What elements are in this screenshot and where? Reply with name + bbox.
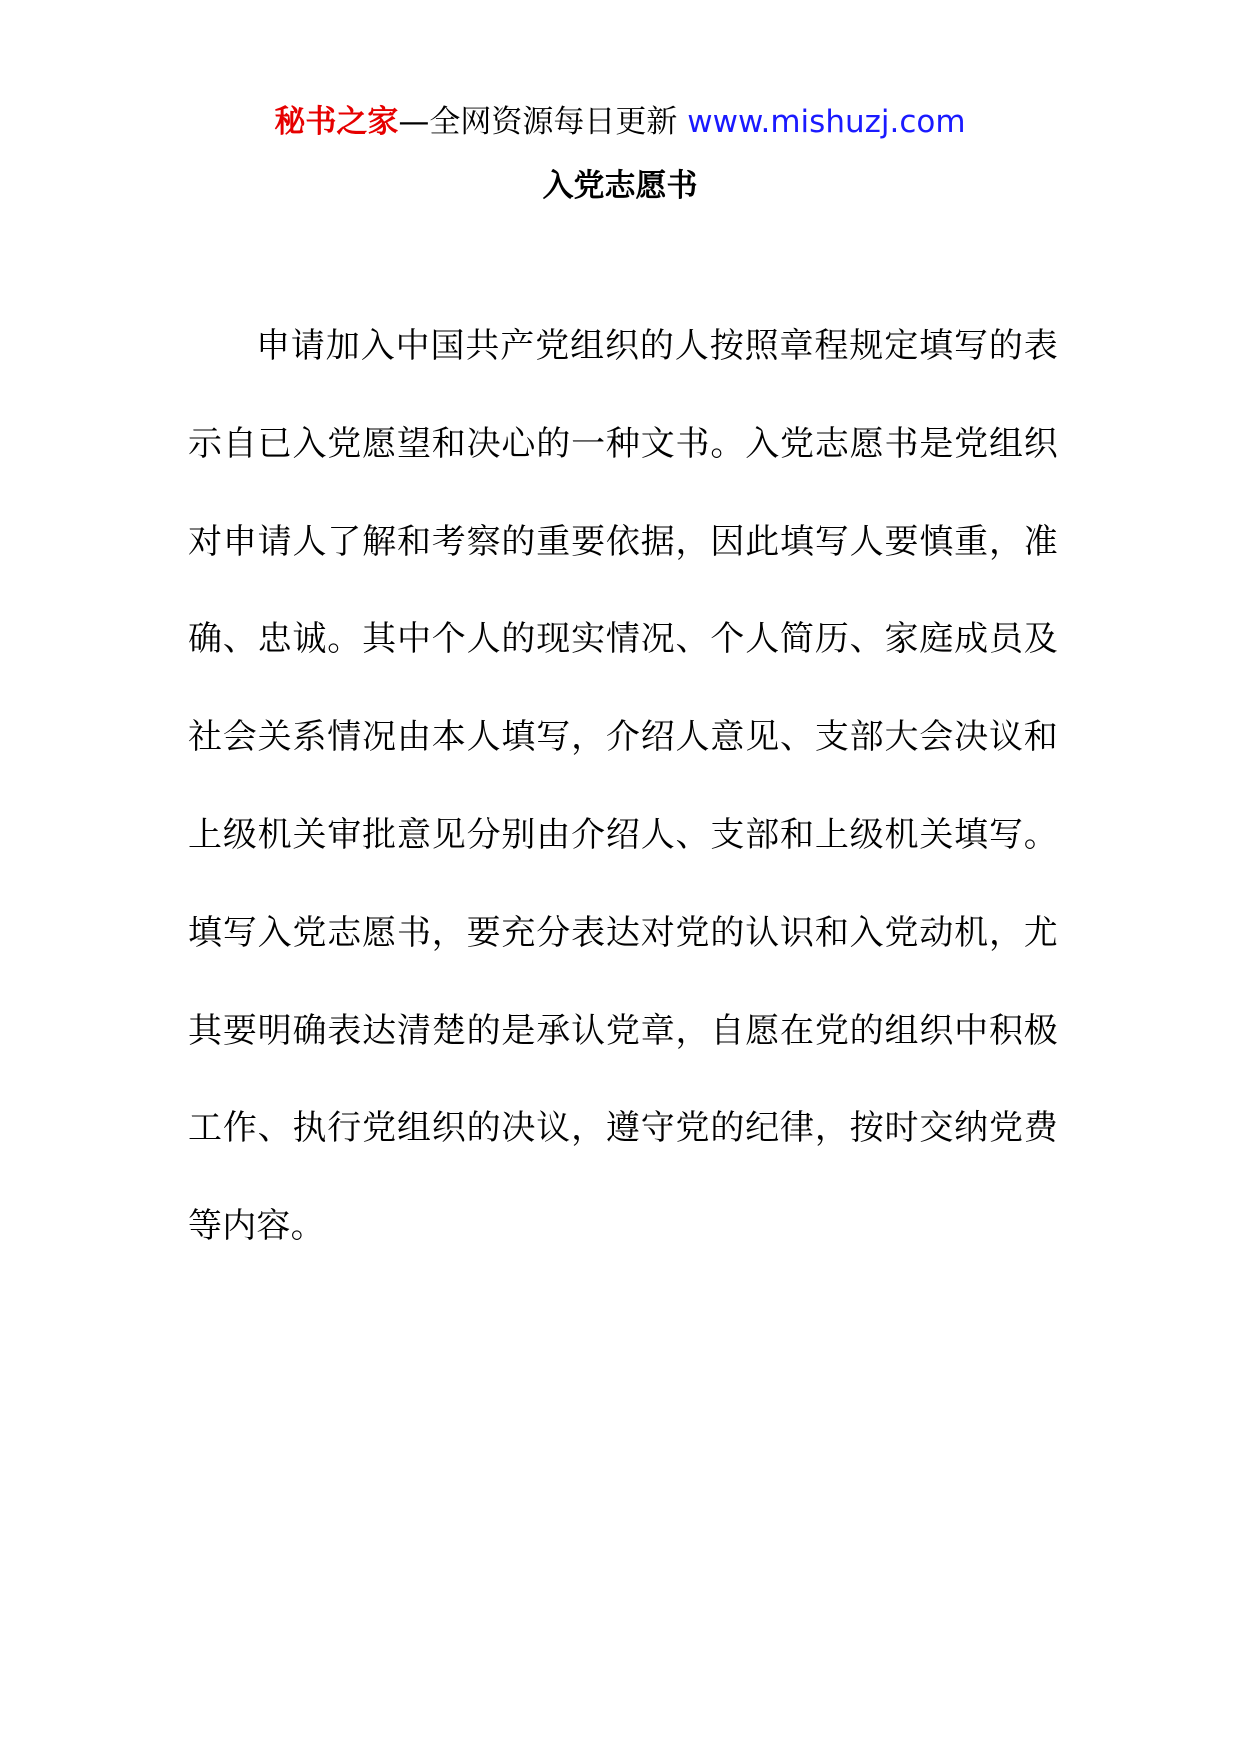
- body-line: 等内容。: [188, 1206, 325, 1247]
- body-line: 确、忠诚。其中个人的现实情况、个人简历、家庭成员及: [188, 619, 1058, 660]
- document-body: [188, 322, 1058, 1300]
- brand-name: 秘书之家: [274, 104, 399, 140]
- brand-slogan: —全网资源每日更新: [398, 104, 678, 140]
- body-line: 示自已入党愿望和决心的一种文书。入党志愿书是党组织: [188, 423, 1058, 464]
- body-line: 工作、执行党组织的决议，遵守党的纪律，按时交纳党费: [188, 1108, 1058, 1149]
- body-line: 上级机关审批意见分别由介绍人、支部和上级机关填写。: [188, 814, 1058, 855]
- document-title: 入党志愿书: [542, 168, 698, 204]
- body-line: 申请加入中国共产党组织的人按照章程规定填写的表: [256, 326, 1058, 366]
- body-line: 填写入党志愿书，要充分表达对党的认识和入党动机，尤: [188, 912, 1058, 953]
- body-line: 社会关系情况由本人填写，介绍人意见、支部大会决议和: [188, 717, 1058, 758]
- body-line: 对申请人了解和考察的重要依据，因此填写人要慎重，准: [188, 521, 1058, 562]
- site-url-link[interactable]: www.mishuzj.com: [687, 104, 966, 140]
- header-banner: [0, 100, 1240, 144]
- body-line: 其要明确表达清楚的是承认党章，自愿在党的组织中积极: [188, 1010, 1058, 1051]
